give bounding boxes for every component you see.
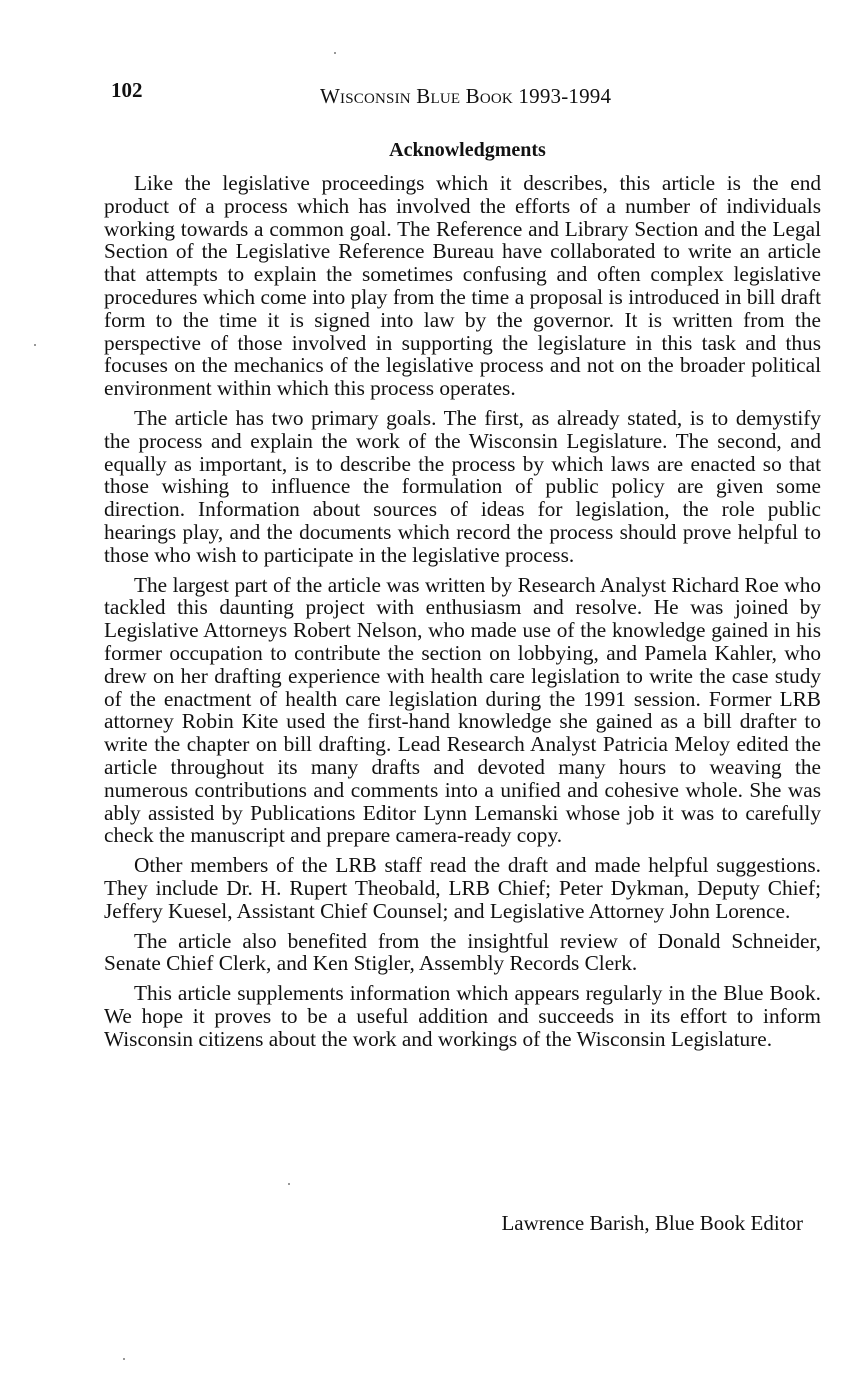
article-body bbox=[104, 172, 821, 1057]
paragraph-goals: The article has two primary goals. The first, as already stated, is to demystify the process and explain the work of the Wisconsin Legislature. The second, and equally as important, is to describe the process by which laws are enacted so that those wishing to influence the formulation of public policy are given some direction. Information about sources of ideas for legislation, the role public hearings play, and the documents which record the process should prove helpful to those who wish to participate in the legislative process. bbox=[104, 405, 821, 567]
scan-speck bbox=[34, 344, 36, 346]
paragraph-reviewers-staff: Other members of the LRB staff read the draft and made helpful suggestions. They include Dr. H. Rupert Theobald, LRB Chief; Peter Dykman, Deputy Chief; Jeffery Kuesel, Assistant Chief Counsel; and Legislative Attorney John Lorence. bbox=[104, 853, 821, 923]
page-number: 102 bbox=[111, 78, 143, 102]
editor-signature: Lawrence Barish, Blue Book Editor bbox=[501, 1211, 803, 1235]
running-head-title: Wisconsin Blue Book 1993-1994 bbox=[320, 84, 612, 108]
paragraph-closing: This article supplements information which appears regularly in the Blue Book. We hope it proves to be a useful addition and succeeds in its effort to inform Wisconsin citizens about the work and workings of the Wisconsin Legislature. bbox=[104, 981, 821, 1051]
paragraph-intro: Like the legislative proceedings which it describes, this article is the end product of a process which has involved the efforts of a number of individuals working towards a common goal. The Reference and Library Section and the Legal Section of the Legislative Reference Bureau have collaborated to write an article that attempts to explain the sometimes confusing and often complex legislative procedures which come into play from the time a proposal is introduced in bill draft form to the time it is signed into law by the governor. It is written from the perspective of those involved in supporting the legislature in this task and thus focuses on the mechanics of the legislative process and not on the broader political environment within which this process operates. bbox=[104, 171, 821, 401]
scan-speck bbox=[288, 1183, 290, 1185]
section-title: Acknowledgments bbox=[389, 139, 546, 161]
scan-speck bbox=[334, 52, 336, 54]
paragraph-reviewers-clerks: The article also benefited from the insightful review of Donald Schneider, Senate Chief Clerk, and Ken Stigler, Assembly Records Clerk. bbox=[104, 928, 821, 976]
scan-speck bbox=[123, 1358, 125, 1360]
paragraph-authors: The largest part of the article was written by Research Analyst Richard Roe who tackled this daunting project with enthusiasm and resolve. He was joined by Legislative Attorneys Robert Nelson, who made use of the knowledge gained in his former occupation to contribute the section on lobbying, and Pamela Kahler, who drew on her drafting experience with health care legislation to write the case study of the enactment of health care legislation during the 1991 session. Former LRB attorney Robin Kite used the first-hand knowledge she gained as a bill drafter to write the chapter on bill drafting. Lead Research Analyst Patricia Meloy edited the article throughout its many drafts and devoted many hours to weaving the numerous contributions and comments into a unified and cohesive whole. She was ably assisted by Publications Editor Lynn Lemanski whose job it was to carefully check the manuscript and prepare camera-ready copy. bbox=[104, 572, 821, 848]
